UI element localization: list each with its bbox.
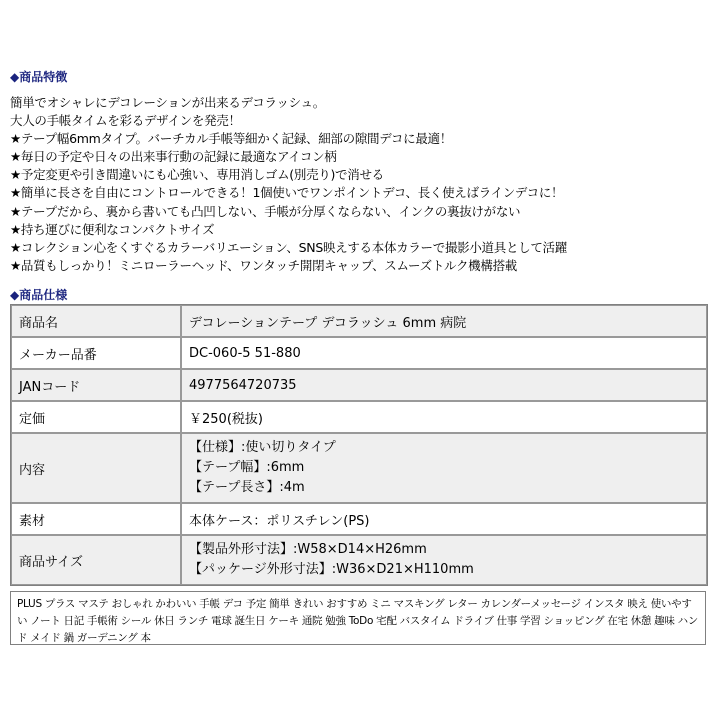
spec-value-line: 4977564720735 bbox=[189, 377, 297, 393]
tag-list: PLUS プラス マステ おしゃれ かわいい 手帳 デコ 予定 簡単 きれい おすすめ ミニ マスキング レター カレンダーメッセージ インスタ 映え 使いやすい ノート 日記 手帳術 シール 休日 ランチ 電球 誕生日 ケーキ 通院 勉強 ToDo 宅配 バスタイム ドライブ 仕事 学習 ショッピング 在宅 休憩 趣味 ハンド メイド 鍋 ガーデニング 本 bbox=[10, 591, 706, 645]
spec-value bbox=[181, 305, 707, 337]
spec-key: 定価 bbox=[11, 401, 181, 433]
spec-value-line: 【仕様】:使い切りタイプ bbox=[189, 440, 336, 455]
feature-line: ★コレクション心をくすぐるカラーバリエーション、SNS映えする本体カラーで撮影小道具として活躍 bbox=[10, 239, 567, 255]
spec-value bbox=[181, 503, 707, 535]
spec-value-line: DC-060-5 51-880 bbox=[189, 345, 301, 361]
spec-value bbox=[181, 369, 707, 401]
feature-line: ★テープ幅6mmタイプ。バーチカル手帳等細かく記録、細部の隙間デコに最適！ bbox=[10, 131, 452, 147]
spec-value-line: 【テープ幅】:6mm bbox=[189, 460, 305, 475]
spec-value-line: 【テープ長さ】:4m bbox=[189, 480, 305, 495]
spec-row bbox=[11, 337, 707, 369]
spec-key: メーカー品番 bbox=[11, 337, 181, 369]
spec-key: 商品サイズ bbox=[11, 535, 181, 585]
spec-row bbox=[11, 369, 707, 401]
spec-value-line: 本体ケース：ポリスチレン(PS) bbox=[189, 513, 370, 529]
spec-value-line: ￥250(税抜) bbox=[189, 411, 263, 427]
spec-value bbox=[181, 337, 707, 369]
features-list bbox=[10, 94, 567, 275]
spec-key: 商品名 bbox=[11, 305, 181, 337]
spec-row bbox=[11, 433, 707, 503]
spec-value bbox=[181, 535, 707, 585]
specs-heading: ◆商品仕様 bbox=[10, 288, 68, 302]
feature-line: 大人の手帳タイムを彩るデザインを発売！ bbox=[10, 113, 241, 129]
specs-table bbox=[10, 304, 708, 586]
spec-row bbox=[11, 535, 707, 585]
feature-line: ★品質もしっかり！ミニローラーヘッド、ワンタッチ開閉キャップ、スムーズトルク機構搭載 bbox=[10, 257, 517, 273]
feature-line: ★毎日の予定や日々の出来事行動の記録に最適なアイコン柄 bbox=[10, 149, 337, 165]
feature-line: ★予定変更や引き間違いにも心強い、専用消しゴム(別売り)で消せる bbox=[10, 167, 384, 183]
feature-line: 簡単でオシャレにデコレーションが出来るデコラッシュ。 bbox=[10, 95, 325, 110]
feature-line: ★簡単に長さを自由にコントロールできる！1個使いでワンポイントデコ、長く使えばラインデコに！ bbox=[10, 185, 564, 201]
spec-value-line: 【パッケージ外形寸法】:W36×D21×H110mm bbox=[189, 562, 474, 577]
spec-value-line: デコレーションテープ デコラッシュ 6mm 病院 bbox=[189, 315, 467, 331]
spec-value bbox=[181, 401, 707, 433]
spec-value bbox=[181, 433, 707, 503]
spec-key: 内容 bbox=[11, 433, 181, 503]
feature-line: ★テープだから、裏から書いても凸凹しない、手帳が分厚くならない、インクの裏抜けがない bbox=[10, 203, 521, 219]
spec-value-line: 【製品外形寸法】:W58×D14×H26mm bbox=[189, 542, 427, 557]
spec-row bbox=[11, 401, 707, 433]
spec-key: JANコード bbox=[11, 369, 181, 401]
spec-row bbox=[11, 503, 707, 535]
spec-row bbox=[11, 305, 707, 337]
features-heading: ◆商品特徴 bbox=[10, 70, 68, 84]
feature-line: ★持ち運びに便利なコンパクトサイズ bbox=[10, 221, 215, 237]
spec-key: 素材 bbox=[11, 503, 181, 535]
